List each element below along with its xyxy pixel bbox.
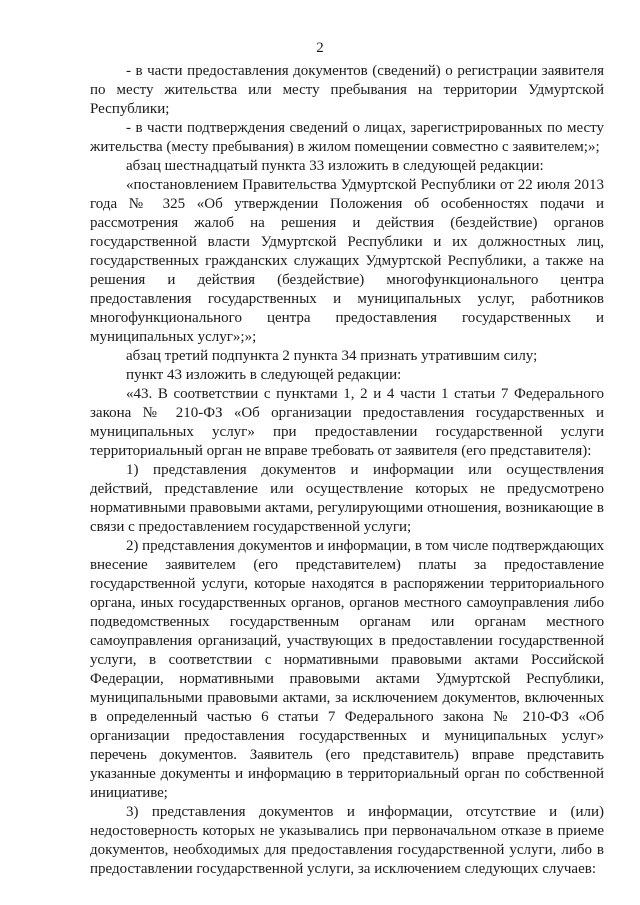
paragraph-registration-clause: - в части предоставления документов (сведений) о регистрации заявителя по месту жительства или месту пребывания на территории Удмуртской Республики; bbox=[90, 63, 604, 117]
paragraph-point-43: «43. В соответствии с пунктами 1, 2 и 4 части 1 статьи 7 Федерального закона № 210-ФЗ «Об организации предоставления государственных и муниципальных услуг» при предоставлении государственной услуги территориальный орган не вправе требовать от заявителя (его представителя): bbox=[90, 386, 604, 459]
paragraph-resolution-325: «постановлением Правительства Удмуртской Республики от 22 июля 2013 года № 325 «Об утверждении Положения об особенностях подачи и рассмотрения жалоб на решения и действия (бездействие) органов государственной власти Удмуртской Республики и их должностных лиц, государственных гражданских служащих Удмуртской Республики, а также на решения и действия (бездействие) многофункционального центра предоставления государственных и муниципальных услуг, работников многофункционального центра предоставления государственных и муниципальных услуг»;»; bbox=[90, 177, 604, 345]
paragraph-amend-point-43: пункт 43 изложить в следующей редакции: bbox=[126, 367, 402, 383]
paragraph-cohabitants-clause: - в части подтверждения сведений о лицах, зарегистрированных по месту жительства (месту пребывания) в жилом помещении совместно с заявителем;»; bbox=[90, 120, 604, 155]
paragraph-item-1: 1) представления документов и информации или осуществления действий, представление или осуществление которых не предусмотрено нормативными правовыми актами, регулирующими отношения, возникающие в связи с предоставлением государственной услуги; bbox=[90, 462, 604, 535]
paragraph-amend-point-33: абзац шестнадцатый пункта 33 изложить в следующей редакции: bbox=[126, 158, 544, 174]
document-body bbox=[90, 62, 604, 879]
paragraph-repeal-point-34: абзац третий подпункта 2 пункта 34 признать утратившим силу; bbox=[126, 348, 538, 364]
paragraph-item-2: 2) представления документов и информации, в том числе подтверждающих внесение заявителем (его представителем) платы за предоставление государственной услуги, которые находятся в распоряжении территориального органа, иных государственных органов, органов местного самоуправления либо подведомственных государственным органам или органам местного самоуправления организаций, участвующих в предоставлении государственной услуги, в соответствии с нормативными правовыми актами Российской Федерации, нормативными правовыми актами Удмуртской Республики, муниципальными правовыми актами, за исключением документов, включенных в определенный частью 6 статьи 7 Федерального закона № 210-ФЗ «Об организации предоставления государственных и муниципальных услуг» перечень документов. Заявитель (его представитель) вправе представить указанные документы и информацию в территориальный орган по собственной инициативе; bbox=[90, 538, 604, 801]
paragraph-item-3: 3) представления документов и информации, отсутствие и (или) недостоверность которых не указывались при первоначальном отказе в приеме документов, необходимых для предоставления государственной услуги, либо в предоставлении государственной услуги, за исключением следующих случаев: bbox=[90, 804, 604, 877]
page-number: 2 bbox=[316, 40, 324, 56]
